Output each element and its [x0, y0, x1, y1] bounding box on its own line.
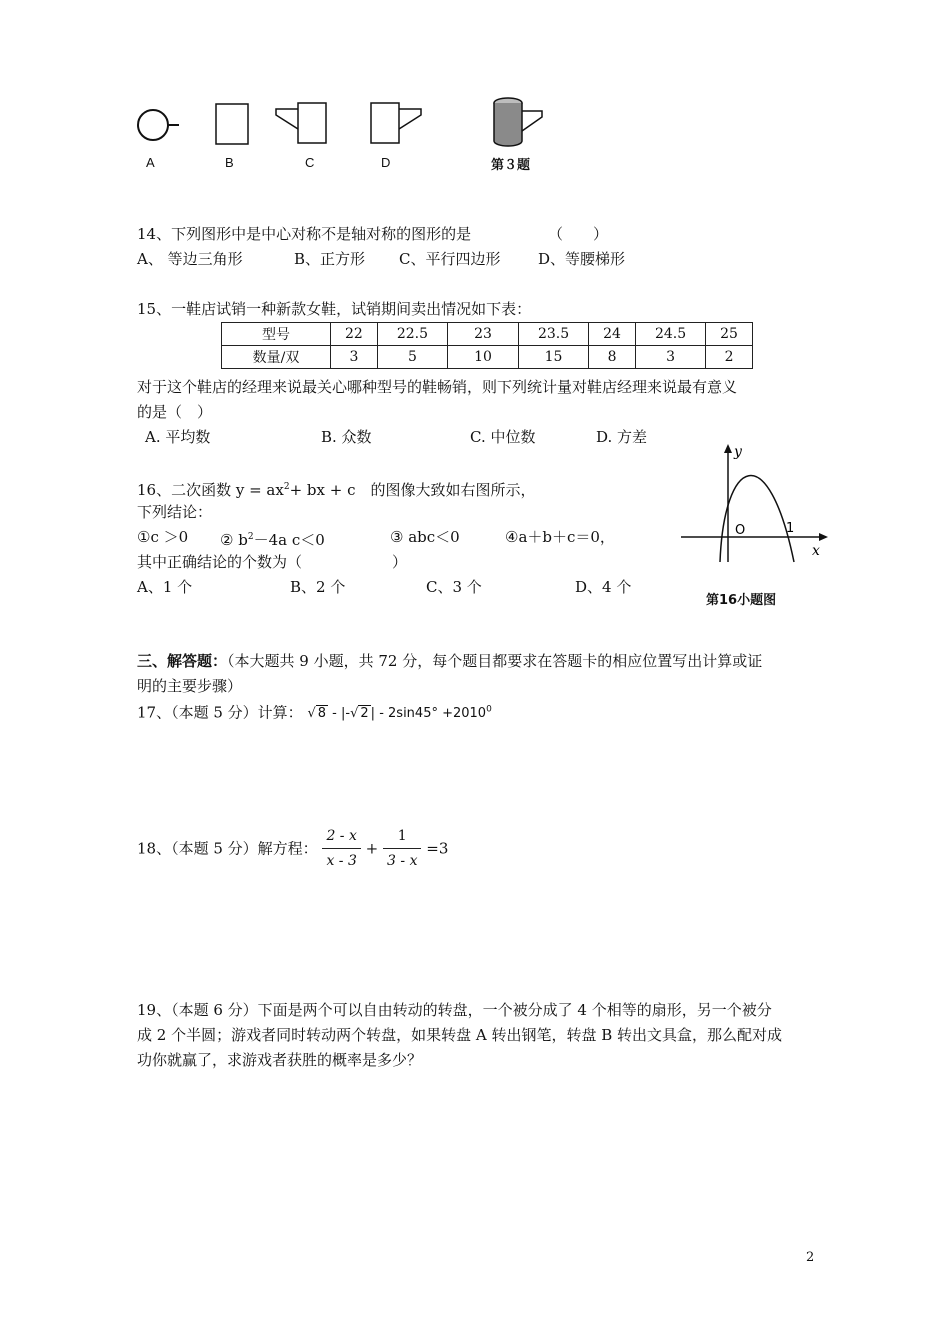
q15-option-b: B. 众数: [321, 428, 372, 446]
table-cell: 24: [589, 323, 636, 346]
table-cell: 15: [518, 346, 588, 369]
table-cell: 22.5: [377, 323, 447, 346]
q18-frac1-numerator: 2 - x: [322, 826, 360, 849]
table-row: [222, 323, 753, 346]
q18-fraction-1: [322, 826, 360, 871]
q17-line: [137, 700, 492, 724]
table-cell: 8: [589, 346, 636, 369]
q15-table: [221, 322, 753, 369]
q15-option-c: C. 中位数: [470, 428, 536, 446]
q16-option-b: B、2 个: [290, 578, 346, 596]
q14-option-b: B、正方形: [294, 250, 366, 268]
q16-line2: 下列结论：: [137, 503, 213, 521]
q18-frac2-denominator: 3 - x: [387, 853, 418, 869]
table-cell: 24.5: [635, 323, 705, 346]
origin-label: O: [735, 523, 746, 538]
q16-line4: 其中正确结论的个数为（ ）: [137, 553, 408, 571]
q14-option-c: C、平行四边形: [399, 250, 501, 268]
q16-conclusion-2: [220, 527, 325, 550]
abs-bar-left-icon: |-: [341, 706, 351, 722]
q17-radicand-b: 2: [360, 706, 369, 722]
q18-frac2-numerator: 1: [383, 826, 421, 849]
q15-text-line1: 对于这个鞋店的经理来说最关心哪种型号的鞋畅销，则下列统计量对鞋店经理来说最有意义: [137, 378, 738, 396]
table-cell: 23.5: [518, 323, 588, 346]
q18-plus: +: [365, 839, 379, 858]
q15-stem: 15、一鞋店试销一种新款女鞋，试销期间卖出情况如下表：: [137, 300, 532, 318]
table-cell: 数量/双: [222, 346, 331, 369]
q15-option-a: A. 平均数: [145, 428, 211, 446]
parabola-curve: [720, 476, 794, 562]
table-cell: 2: [706, 346, 753, 369]
section3-heading: [137, 651, 762, 671]
q16-conclusion-4: ④a＋b＋c＝0，: [505, 528, 615, 546]
q19-line1: 19、（本题 6 分）下面是两个可以自由转动的转盘，一个被分成了 4 个相等的扇形，另一个被分: [137, 1001, 772, 1019]
x-axis-label: x: [812, 543, 820, 559]
q16-stem-suffix: + bx + c 的图像大致如右图所示，: [289, 481, 536, 499]
table-cell: 10: [447, 346, 518, 369]
y-axis-label: y: [734, 444, 742, 460]
q16-c2-post: －4a c＜0: [253, 531, 325, 549]
q14-option-a: A、 等边三角形: [137, 250, 243, 268]
q16-option-a: A、1 个: [137, 578, 193, 596]
section3-desc-line2: 明的主要步骤）: [137, 677, 243, 695]
figure-label-c: C: [305, 155, 315, 170]
figure-d-mug-right-handle: [367, 99, 427, 147]
q17-stem: 17、（本题 5 分）计算：: [137, 703, 303, 722]
y-axis-arrow: [724, 444, 732, 453]
figure-c-mug-left-handle: [272, 99, 332, 147]
q16-parabola-graph: [676, 440, 836, 565]
root-label: 1: [786, 521, 795, 536]
q16-c2-sup: 2: [247, 532, 254, 542]
figure-label-b: B: [225, 155, 234, 170]
figure-label-a: A: [146, 155, 155, 170]
table-cell: 3: [635, 346, 705, 369]
figure-a-circle: [133, 105, 183, 147]
q19-line2: 成 2 个半圆；游戏者同时转动两个转盘，如果转盘 A 转出钢笔，转盘 B 转出文具盒，那么配对成: [137, 1026, 783, 1044]
q16-c2-pre: ② b: [220, 531, 248, 549]
figure-label-d: D: [381, 155, 391, 170]
figure-caption: 第３题: [491, 158, 531, 173]
q17-rest: - 2sin45° +2010: [379, 706, 487, 722]
q18-line: [137, 826, 448, 871]
table-cell: 3: [331, 346, 378, 369]
table-cell: 25: [706, 323, 753, 346]
q14-option-d: D、等腰梯形: [538, 250, 626, 268]
table-cell: 22: [331, 323, 378, 346]
q19-line3: 功你就赢了，求游戏者获胜的概率是多少？: [137, 1051, 423, 1069]
sqrt-icon: √: [350, 706, 359, 722]
q15-text-line2: 的是（ ）: [137, 403, 213, 421]
q18-frac1-denominator: x - 3: [326, 853, 357, 869]
q17-exponent: 0: [486, 705, 492, 715]
section3-title: 三、解答题：: [137, 652, 228, 670]
q17-radicand-a: 8: [317, 706, 327, 722]
q16-conclusion-1: ①c ＞0: [137, 528, 189, 546]
q16-stem: [137, 477, 535, 500]
q18-stem: 18、（本题 5 分）解方程：: [137, 839, 318, 858]
figure-cup-3d: [488, 93, 548, 151]
q18-fraction-2: [383, 826, 421, 871]
table-row: [222, 346, 753, 369]
q16-graph-caption: 第16小题图: [706, 593, 777, 608]
x-axis-arrow: [819, 533, 828, 541]
q16-conclusion-3: ③ abc＜0: [390, 528, 460, 546]
sqrt-icon: √: [307, 706, 316, 722]
table-cell: 23: [447, 323, 518, 346]
q16-option-c: C、3 个: [426, 578, 482, 596]
table-cell: 5: [377, 346, 447, 369]
table-cell: 型号: [222, 323, 331, 346]
q14-stem: 14、下列图形中是中心对称不是轴对称的图形的是: [137, 225, 472, 243]
q17-minus: -: [332, 706, 337, 722]
section3-desc-line1: （本大题共 9 小题，共 72 分，每个题目都要求在答题卡的相应位置写出计算或证: [227, 652, 763, 670]
q15-option-d: D. 方差: [596, 428, 648, 446]
q17-expression: [307, 706, 491, 721]
q14-paren: （ ）: [548, 225, 609, 243]
figure-b-rectangle: [212, 100, 252, 148]
q18-equals: =3: [426, 839, 449, 858]
page-number: 2: [806, 1250, 815, 1265]
abs-bar-right-icon: |: [370, 706, 376, 722]
q16-stem-prefix: 16、二次函数 y = ax: [137, 481, 284, 499]
q16-option-d: D、4 个: [575, 578, 632, 596]
q16-stem-sup: 2: [283, 482, 290, 492]
